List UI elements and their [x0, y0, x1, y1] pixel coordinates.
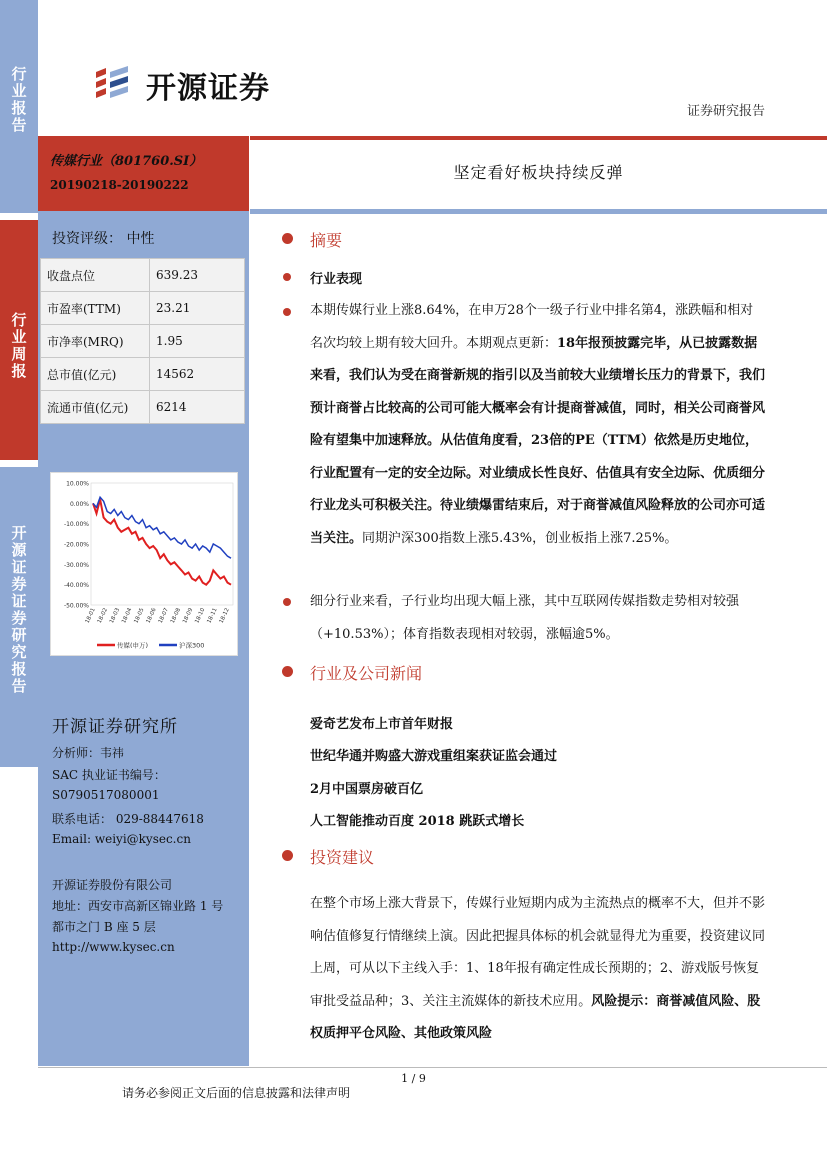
plot-frame	[91, 483, 233, 605]
stat-value: 23.21	[150, 292, 245, 325]
institute-name: 开源证券研究所	[52, 717, 178, 737]
x-tick-label: 18-06	[145, 607, 158, 625]
legend-label: 传媒(申万)	[117, 641, 149, 650]
rating	[52, 228, 154, 248]
series-line	[93, 497, 231, 558]
table-row	[41, 292, 245, 325]
sector-label: 传媒行业（801760.SI）	[50, 154, 203, 169]
para1-part-a: 本期传媒行业上涨8.64%，在申万28个一级子行业中排名第4，涨跌幅和相对名次均较上期有较大回升。本期观点更新：	[310, 303, 754, 351]
news-item: 爱奇艺发布上市首年财报	[310, 717, 454, 732]
rating-value: 中性	[126, 231, 155, 247]
section-bullet-icon	[282, 850, 293, 861]
x-tick-label: 18-04	[121, 607, 134, 625]
x-tick-label: 18-12	[218, 607, 231, 625]
website: http://www.kysec.cn	[52, 940, 175, 954]
stat-label: 收盘点位	[41, 259, 150, 292]
x-tick-label: 18-07	[157, 607, 170, 625]
stat-label: 总市值(亿元)	[41, 358, 150, 391]
advice-paragraph	[310, 888, 765, 1051]
page-number: 1 / 9	[401, 1072, 426, 1085]
edge-tab-kysec-research: 开源证券证券研究报告	[0, 467, 38, 767]
footer-rule	[38, 1067, 827, 1068]
header-rule	[250, 136, 827, 140]
news-item: 2月中国票房破百亿	[310, 782, 424, 797]
title-rule	[250, 209, 827, 214]
rating-label: 投资评级：	[52, 231, 122, 247]
section-bullet-icon	[282, 233, 293, 244]
bullet-icon	[283, 273, 291, 281]
y-tick-label: -50.00%	[63, 602, 89, 610]
table-row	[41, 259, 245, 292]
x-tick-label: 18-10	[194, 607, 207, 625]
stat-label: 流通市值(亿元)	[41, 391, 150, 424]
kysec-logo-icon	[92, 64, 132, 104]
address-line2: 都市之门 B 座 5 层	[52, 920, 156, 934]
subsector-paragraph: 细分行业来看，子行业均出现大幅上涨，其中互联网传媒指数走势相对较强（+10.53%）；体育指数表现相对较弱，涨幅逾5%。	[310, 594, 740, 642]
x-tick-label: 18-05	[133, 607, 146, 625]
analyst: 分析师：韦祎	[52, 746, 125, 760]
stat-value: 6214	[150, 391, 245, 424]
bullet-icon	[283, 598, 291, 606]
phone: 联系电话： 029-88447618	[52, 812, 204, 826]
performance-heading: 行业表现	[310, 272, 363, 287]
date-range: 20190218-20190222	[50, 178, 189, 192]
report-title: 坚定看好板块持续反弹	[453, 163, 624, 182]
x-tick-label: 18-09	[182, 607, 195, 625]
y-tick-label: 10.00%	[66, 480, 89, 488]
x-tick-label: 18-03	[108, 607, 122, 625]
section-bullet-icon	[282, 666, 293, 677]
stat-value: 1.95	[150, 325, 245, 358]
news-title: 行业及公司新闻	[310, 664, 423, 683]
news-item: 世纪华通并购盛大游戏重组案获证监会通过	[310, 749, 558, 764]
chart-svg	[51, 473, 239, 657]
series-line	[93, 499, 231, 584]
address-line1: 地址：西安市高新区锦业路 1 号	[52, 899, 224, 913]
para1-part-c: 同期沪深300指数上涨5.43%，创业板指上涨7.25%。	[362, 530, 678, 546]
x-tick-label: 18-02	[96, 607, 109, 625]
y-tick-label: -30.00%	[63, 561, 89, 569]
y-tick-label: -10.00%	[63, 521, 89, 529]
performance-paragraph	[310, 295, 765, 555]
x-tick-label: 18-11	[206, 607, 219, 625]
edge-strip	[0, 0, 38, 1169]
disclaimer: 请务必参阅正文后面的信息披露和法律声明	[122, 1086, 351, 1100]
sac-number: S0790517080001	[52, 788, 160, 802]
stat-value: 639.23	[150, 259, 245, 292]
stat-label: 市盈率(TTM)	[41, 292, 150, 325]
para1-part-b: 18年报预披露完毕，从已披露数据来看，我们认为受在商誉新规的指引以及当前较大业绩增长压力的背景下，我们预计商誉占比较高的公司可能大概率会有计提商誉减值，同时，相关公司商誉风险有望集中加速释放。从估值角度看，23倍的PE（TTM）依然是历史地位，行业配置有一定的安全边际。对业绩成长性良好、估值具有安全边际、优质细分行业龙头可积极关注。待业绩爆雷结束后，对于商誉减值风险释放的公司亦可适当关注。	[310, 335, 766, 546]
x-tick-label: 18-01	[84, 607, 97, 625]
y-tick-label: 0.00%	[69, 500, 89, 508]
company-name: 开源证券股份有限公司	[52, 878, 173, 892]
brand-name: 开源证券	[146, 71, 270, 106]
x-tick-label: 18-08	[169, 607, 183, 625]
report-type: 证券研究报告	[686, 104, 765, 119]
sac-label: SAC 执业证书编号：	[52, 768, 166, 782]
performance-chart	[50, 472, 238, 656]
table-row	[41, 391, 245, 424]
stats-table	[40, 258, 245, 424]
table-row	[41, 325, 245, 358]
sector-box	[38, 136, 249, 211]
advice-text: 在整个市场上涨大背景下，传媒行业短期内成为主流热点的概率不大，但并不影响估值修复行情继续上演。因此把握具体标的机会就显得尤为重要，投资建议同上周，可从以下主线入手：1、18年报有确定性成长预期的；2、游戏版号恢复审批受益品种；3、关注主流媒体的新技术应用。	[310, 896, 766, 1009]
bullet-icon	[283, 308, 291, 316]
news-item: 人工智能推动百度 2018 跳跃式增长	[310, 814, 525, 829]
stat-value: 14562	[150, 358, 245, 391]
y-tick-label: -40.00%	[63, 582, 89, 590]
edge-tab-weekly: 行业周报	[0, 220, 38, 460]
summary-title: 摘要	[310, 231, 343, 250]
edge-tab-industry-report: 行业报告	[0, 0, 38, 213]
y-tick-label: -20.00%	[63, 541, 89, 549]
stat-label: 市净率(MRQ)	[41, 325, 150, 358]
risk-warning: 风险提示：商誉减值风险、股权质押平仓风险、其他政策风险	[310, 993, 761, 1041]
advice-title: 投资建议	[310, 848, 375, 867]
email: Email: weiyi@kysec.cn	[52, 832, 191, 846]
legend-label: 沪深300	[179, 641, 205, 650]
table-row	[41, 358, 245, 391]
